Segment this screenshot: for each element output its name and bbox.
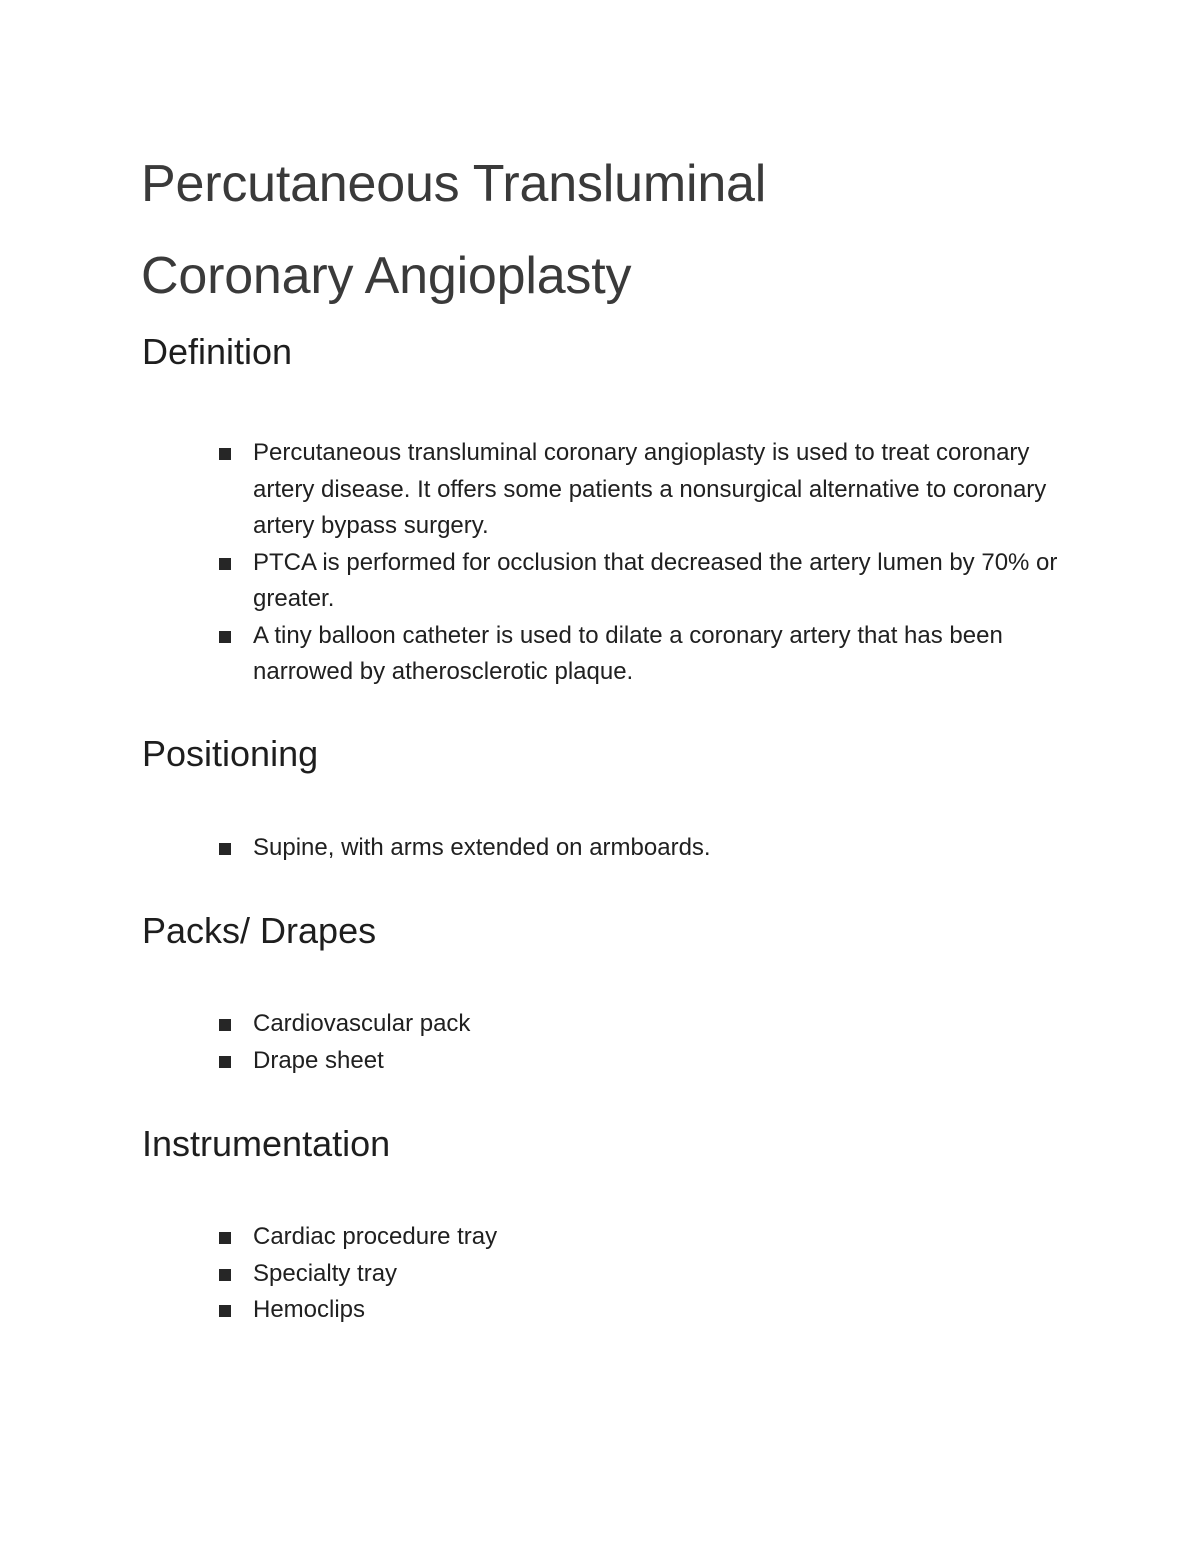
square-bullet-icon: [219, 1269, 231, 1281]
title-line-2: Coronary Angioplasty: [141, 247, 632, 305]
list-item-text: Supine, with arms extended on armboards.: [253, 834, 711, 861]
list-item: [214, 545, 1074, 618]
section-heading-packs-drapes: Packs/ Drapes: [142, 910, 377, 951]
document-title: [141, 138, 1101, 322]
list-item: [214, 830, 1074, 867]
list-item-text: Drape sheet: [253, 1046, 384, 1074]
list-item-text: Specialty tray: [253, 1259, 398, 1287]
instrumentation-list: [214, 1219, 1074, 1329]
list-item: [214, 618, 1074, 691]
definition-list: [214, 435, 1074, 691]
section-heading-definition: Definition: [142, 331, 293, 372]
section-heading-instrumentation: Instrumentation: [142, 1123, 391, 1164]
positioning-list: [214, 830, 1074, 867]
square-bullet-icon: [219, 1232, 231, 1244]
square-bullet-icon: [219, 1019, 231, 1031]
list-item-text: Cardiovascular pack: [253, 1010, 471, 1037]
list-item-text: A tiny balloon catheter is used to dilate a coronary artery that has been narrowed by atherosclerotic plaque.: [253, 621, 1003, 685]
list-item-text: Cardiac procedure tray: [253, 1223, 498, 1250]
list-item-text: Percutaneous transluminal coronary angioplasty is used to treat coronary artery disease. It offers some patients a nonsurgical alternative to coronary artery bypass surgery.: [253, 439, 1047, 539]
section-heading-positioning: Positioning: [142, 733, 319, 774]
packs-drapes-list: [214, 1006, 1074, 1079]
square-bullet-icon: [219, 558, 231, 570]
square-bullet-icon: [219, 448, 231, 460]
list-item-text: PTCA is performed for occlusion that decreased the artery lumen by 70% or greater.: [253, 548, 1058, 612]
square-bullet-icon: [219, 1056, 231, 1068]
list-item: [214, 1043, 1074, 1080]
list-item-text: Hemoclips: [253, 1296, 366, 1323]
list-item: [214, 435, 1074, 545]
square-bullet-icon: [219, 1305, 231, 1317]
square-bullet-icon: [219, 843, 231, 855]
square-bullet-icon: [219, 631, 231, 643]
list-item: [214, 1006, 1074, 1043]
list-item: [214, 1256, 1074, 1293]
list-item: [214, 1292, 1074, 1329]
title-line-1: Percutaneous Transluminal: [141, 155, 767, 213]
list-item: [214, 1219, 1074, 1256]
